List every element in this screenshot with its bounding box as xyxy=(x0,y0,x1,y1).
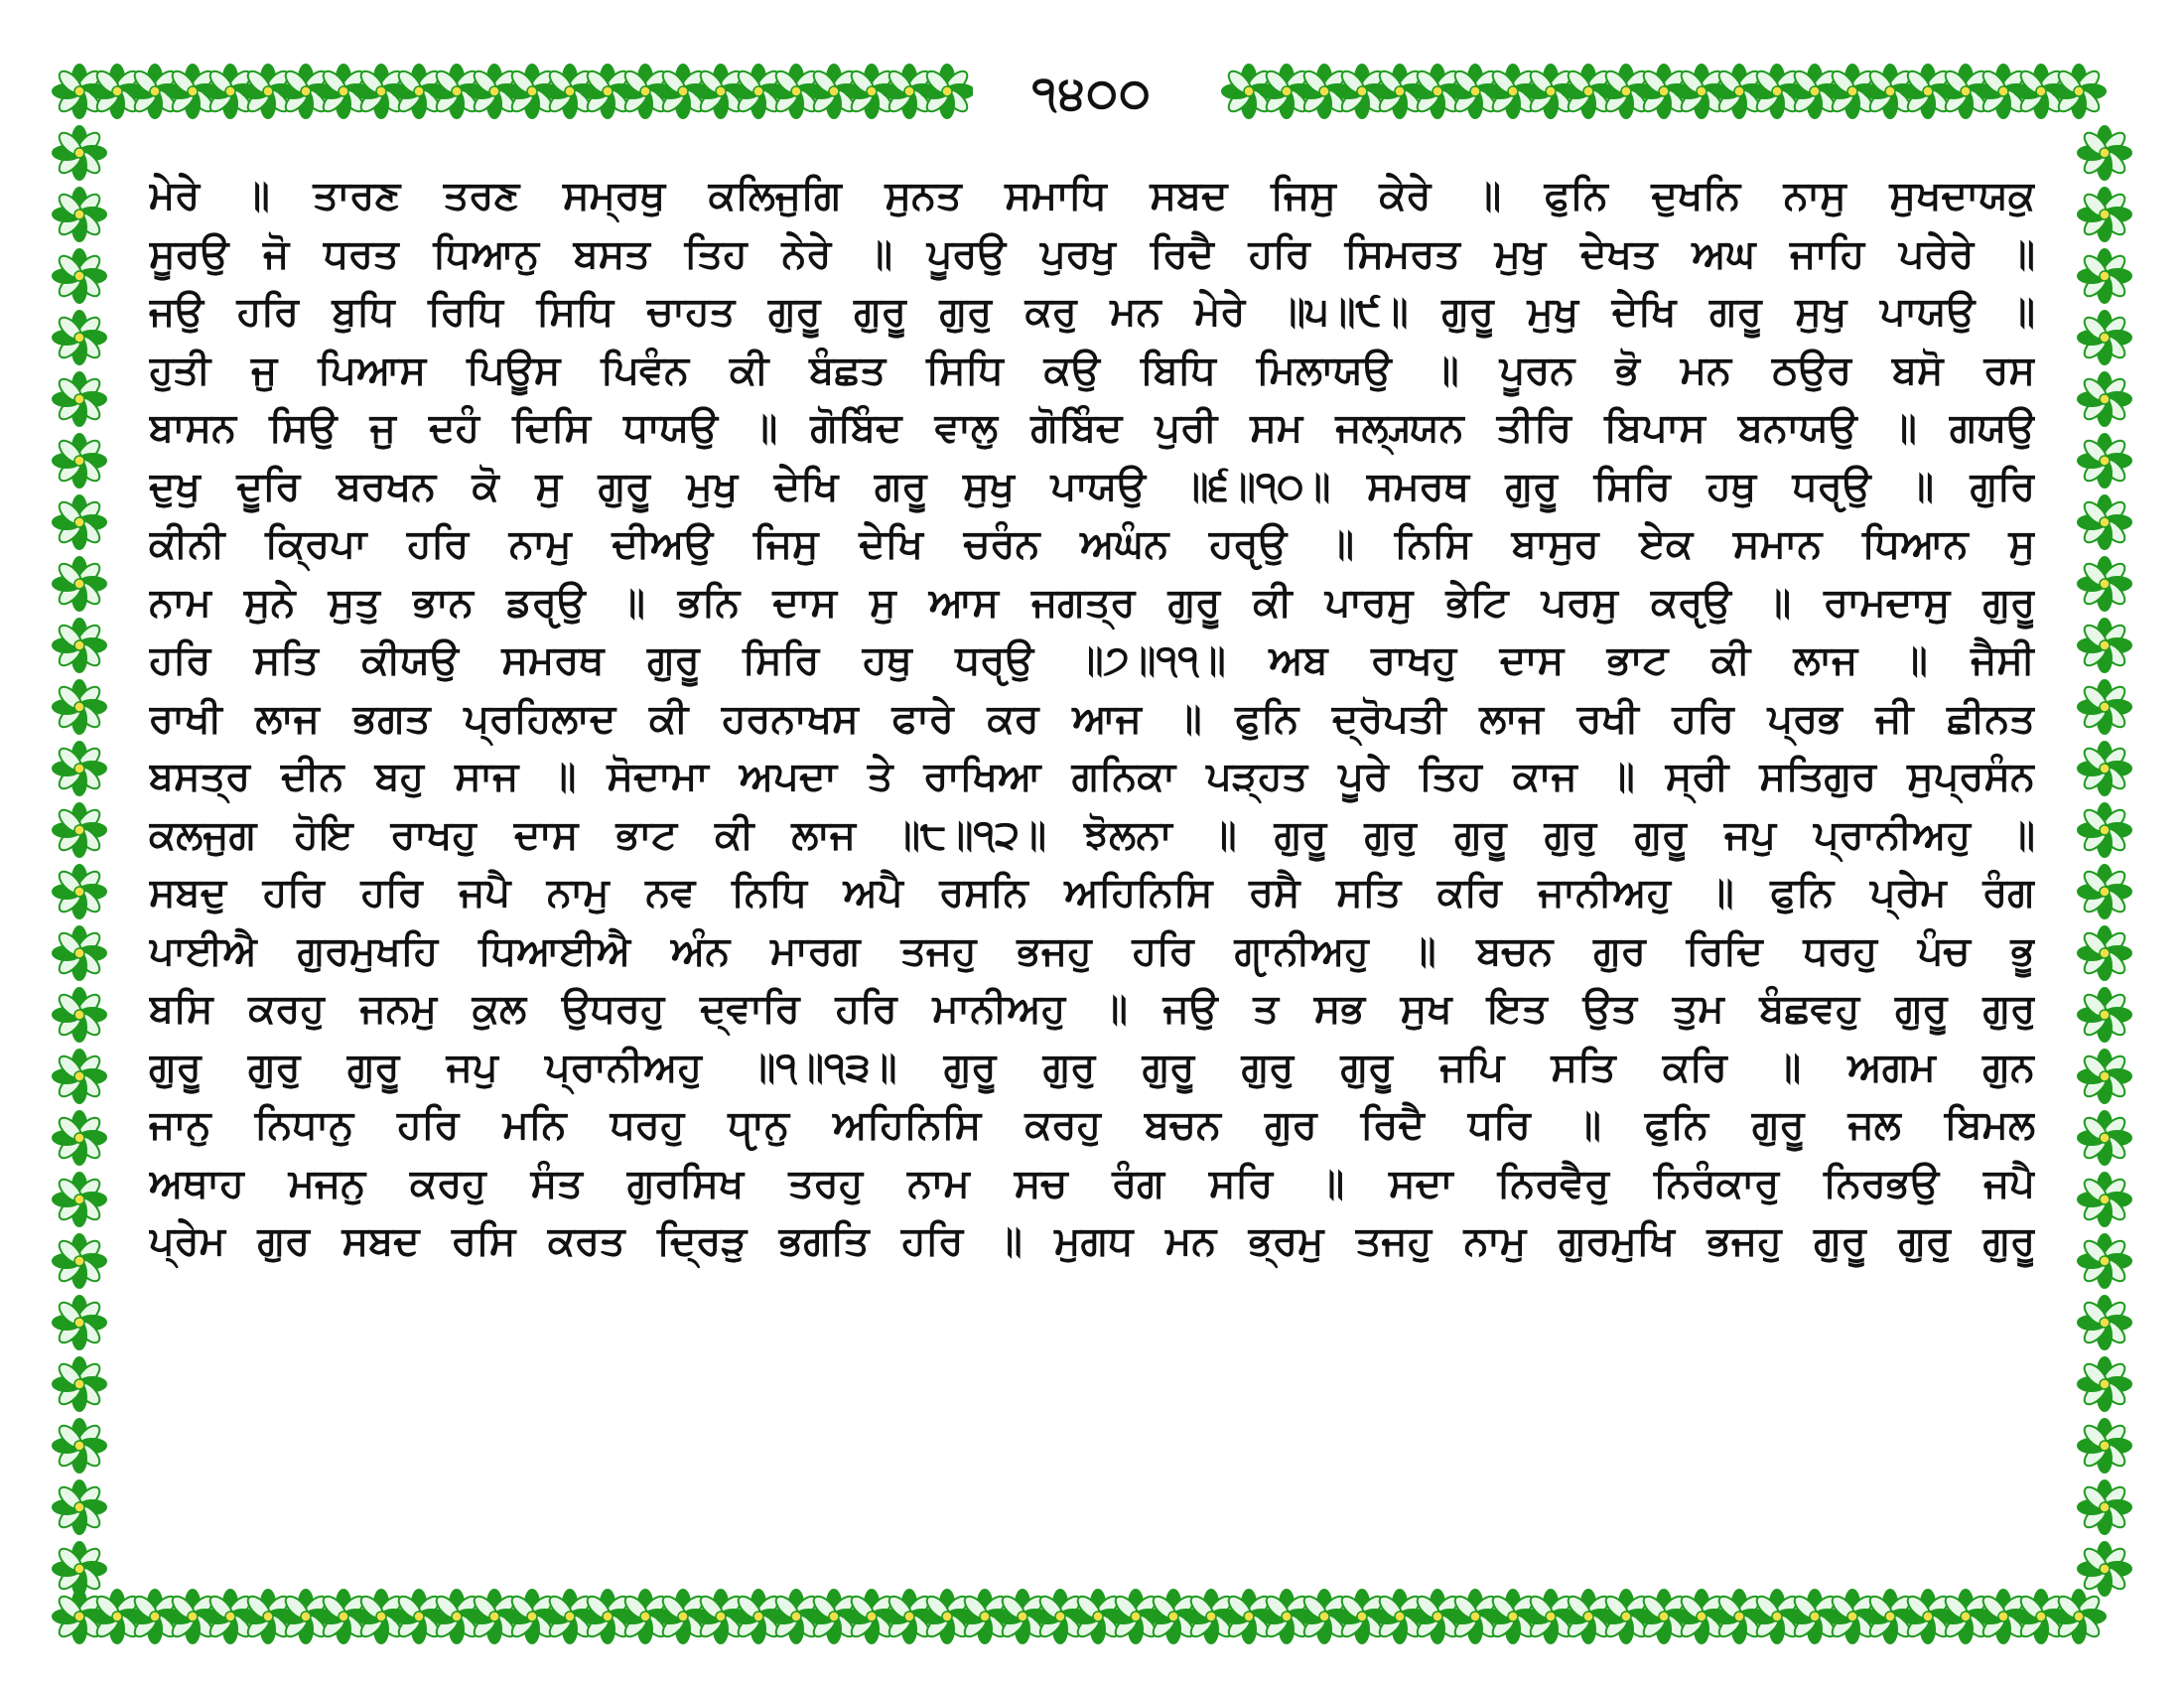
lotus-flower-icon xyxy=(2078,311,2131,364)
text-line: ਕਲਜੁਗ ਹੋਇ ਰਾਖਹੁ ਦਾਸ ਭਾਟ ਕੀ ਲਾਜ ॥੮॥੧੨॥ ਝੋਲਨਾ ॥ ਗੁਰੂ ਗੁਰੁ ਗੁਰੂ ਗੁਰੁ ਗੁਰੂ ਜਪੁ ਪ੍ਰਾਨੀਅਹੁ ॥ xyxy=(149,811,2035,858)
lotus-flower-icon xyxy=(2078,1050,2131,1103)
lotus-flower-icon xyxy=(920,65,974,118)
lotus-flower-icon xyxy=(2078,1357,2131,1411)
lotus-flower-icon xyxy=(53,865,106,918)
lotus-flower-icon xyxy=(2078,1542,2131,1596)
lotus-flower-icon xyxy=(2052,1590,2106,1643)
text-line: ਅਥਾਹ ਮਜਨੁ ਕਰਹੁ ਸੰਤ ਗੁਰਸਿਖ ਤਰਹੁ ਨਾਮ ਸਚ ਰੰਗ ਸਰਿ ॥ ਸਦਾ ਨਿਰਵੈਰੁ ਨਿਰੰਕਾਰੁ ਨਿਰਭਉ ਜਪੈ xyxy=(149,1160,2035,1206)
lotus-flower-icon xyxy=(2078,988,2131,1042)
text-line: ਸੂਰਉ ਜੋ ਧਰਤ ਧਿਆਨੁ ਬਸਤ ਤਿਹ ਨੇਰੇ ॥ ਪੂਰਉ ਪੁਰਖੁ ਰਿਦੈ ਹਰਿ ਸਿਮਰਤ ਮੁਖੁ ਦੇਖਤ ਅਘ ਜਾਹਿ ਪਰੇਰੇ ॥ xyxy=(149,230,2035,277)
lotus-flower-icon xyxy=(2078,1111,2131,1165)
lotus-flower-icon xyxy=(53,1542,106,1596)
lotus-flower-icon xyxy=(53,988,106,1042)
text-line: ਹਰਿ ਸਤਿ ਕੀਯਉ ਸਮਰਥ ਗੁਰੂ ਸਿਰਿ ਹਥੁ ਧਰੵਉ ॥੭॥੧੧॥ ਅਬ ਰਾਖਹੁ ਦਾਸ ਭਾਟ ਕੀ ਲਾਜ ॥ ਜੈਸੀ xyxy=(149,637,2035,683)
lotus-flower-icon xyxy=(53,1173,106,1226)
text-line: ਸਬਦੁ ਹਰਿ ਹਰਿ ਜਪੈ ਨਾਮੁ ਨਵ ਨਿਧਿ ਅਪੈ ਰਸਨਿ ਅਹਿਨਿਸਿ ਰਸੈ ਸਤਿ ਕਰਿ ਜਾਨੀਅਹੁ ॥ ਫੁਨਿ ਪ੍ਰੇਮ ਰੰਗ xyxy=(149,870,2035,915)
lotus-flower-icon xyxy=(53,803,106,857)
lotus-flower-icon xyxy=(2078,1296,2131,1349)
text-line: ਬਸਿ ਕਰਹੁ ਜਨਮੁ ਕੁਲ ਉਧਰਹੁ ਦ੍ਵਾਰਿ ਹਰਿ ਮਾਨੀਅਹੁ ॥ ਜਉ ਤ ਸਭ ਸੁਖ ਇਤ ਉਤ ਤੁਮ ਬੰਛਵਹੁ ਗੁਰੂ ਗੁਰੁ xyxy=(149,986,2035,1032)
lotus-flower-icon xyxy=(2078,1234,2131,1288)
lotus-flower-icon xyxy=(2078,495,2131,549)
text-line: ਮੇਰੇ ॥ ਤਾਰਣ ਤਰਣ ਸਮ੍ਰਥੁ ਕਲਿਜੁਗਿ ਸੁਨਤ ਸਮਾਧਿ ਸਬਦ ਜਿਸੁ ਕੇਰੇ ॥ ਫੁਨਿ ਦੁਖਨਿ ਨਾਸੁ ਸੁਖਦਾਯਕੁ xyxy=(149,173,2035,218)
text-line: ਬਸਤ੍ਰ ਦੀਨ ਬਹੁ ਸਾਜ ॥ ਸੋਦਾਮਾ ਅਪਦਾ ਤੇ ਰਾਖਿਆ ਗਨਿਕਾ ਪੜ੍ਹਤ ਪੂਰੇ ਤਿਹ ਕਾਜ ॥ ਸ੍ਰੀ ਸਤਿਗੁਰ ਸੁਪ੍ਰਸੰਨ xyxy=(149,754,2035,799)
lotus-flower-icon xyxy=(2078,1480,2131,1534)
text-line: ਰਾਖੀ ਲਾਜ ਭਗਤ ਪ੍ਰਹਿਲਾਦ ਕੀ ਹਰਨਾਖਸ ਫਾਰੇ ਕਰ ਆਜ ॥ ਫੁਨਿ ਦ੍ਰੋਪਤੀ ਲਾਜ ਰਖੀ ਹਰਿ ਪ੍ਰਭ ਜੀ ਛੀਨਤ xyxy=(149,695,2035,742)
text-line: ਪਾਈਐ ਗੁਰਮੁਖਹਿ ਧਿਆਈਐ ਅੰਨ ਮਾਰਗ ਤਜਹੁ ਭਜਹੁ ਹਰਿ ਗੵਾਨੀਅਹੁ ॥ ਬਚਨ ਗੁਰ ਰਿਦਿ ਧਰਹੁ ਪੰਚ ਭੂ xyxy=(149,927,2035,974)
lotus-flower-icon xyxy=(2078,926,2131,980)
lotus-flower-icon xyxy=(2078,557,2131,611)
lotus-flower-icon xyxy=(2078,803,2131,857)
lotus-flower-icon xyxy=(53,126,106,180)
lotus-flower-icon xyxy=(53,188,106,241)
lotus-flower-icon xyxy=(53,926,106,980)
text-line: ਜਉ ਹਰਿ ਬੁਧਿ ਰਿਧਿ ਸਿਧਿ ਚਾਹਤ ਗੁਰੂ ਗੁਰੂ ਗੁਰੁ ਕਰੁ ਮਨ ਮੇਰੇ ॥੫॥੯॥ ਗੁਰੂ ਮੁਖੁ ਦੇਖਿ ਗਰੂ ਸੁਖੁ ਪਾਯਉ ॥ xyxy=(149,289,2035,335)
lotus-flower-icon xyxy=(2078,126,2131,180)
lotus-flower-icon xyxy=(53,249,106,303)
page-number: ੧੪੦੦ xyxy=(973,58,1211,127)
lotus-flower-icon xyxy=(53,1296,106,1349)
text-line: ਨਾਮ ਸੁਨੇ ਸੁਤੁ ਭਾਨ ਡਰੵਉ ॥ ਭਨਿ ਦਾਸ ਸੁ ਆਸ ਜਗਤ੍ਰ ਗੁਰੂ ਕੀ ਪਾਰਸੁ ਭੇਟਿ ਪਰਸੁ ਕਰੵਉ ॥ ਰਾਮਦਾਸੁ ਗੁਰੂ xyxy=(149,579,2035,626)
lotus-flower-icon xyxy=(53,495,106,549)
lotus-flower-icon xyxy=(2078,1419,2131,1473)
lotus-flower-icon xyxy=(53,372,106,426)
text-line: ਹੁਤੀ ਜੁ ਪਿਆਸ ਪਿਊਸ ਪਿਵੰਨ ਕੀ ਬੰਛਤ ਸਿਧਿ ਕਉ ਬਿਧਿ ਮਿਲਾਯਉ ॥ ਪੂਰਨ ਭੋ ਮਨ ਠਉਰ ਬਸੋ ਰਸ xyxy=(149,347,2035,393)
gurbani-text xyxy=(149,167,2035,1271)
text-line: ਪ੍ਰੇਮ ਗੁਰ ਸਬਦ ਰਸਿ ਕਰਤ ਦ੍ਰਿੜੁ ਭਗਤਿ ਹਰਿ ॥ ਮੁਗਧ ਮਨ ਭ੍ਰਮੁ ਤਜਹੁ ਨਾਮੁ ਗੁਰਮੁਖਿ ਭਜਹੁ ਗੁਰੂ ਗੁਰੁ ਗੁਰੂ xyxy=(149,1218,2035,1264)
lotus-flower-icon xyxy=(53,1419,106,1473)
lotus-flower-icon xyxy=(2078,372,2131,426)
text-line: ਕੀਨੀ ਕ੍ਰਿਪਾ ਹਰਿ ਨਾਮੁ ਦੀਅਉ ਜਿਸੁ ਦੇਖਿ ਚਰੰਨ ਅਘੰਨ ਹਰੵਉ ॥ ਨਿਸਿ ਬਾਸੁਰ ਏਕ ਸਮਾਨ ਧਿਆਨ ਸੁ xyxy=(149,521,2035,567)
lotus-flower-icon xyxy=(53,1357,106,1411)
lotus-flower-icon xyxy=(53,742,106,795)
lotus-flower-icon xyxy=(53,1234,106,1288)
lotus-flower-icon xyxy=(2078,742,2131,795)
lotus-flower-icon xyxy=(2078,680,2131,734)
lotus-flower-icon xyxy=(53,680,106,734)
lotus-flower-icon xyxy=(53,1050,106,1103)
text-line: ਬਾਸਨ ਸਿਉ ਜੁ ਦਹੰ ਦਿਸਿ ਧਾਯਉ ॥ ਗੋਬਿੰਦ ਵਾਲੁ ਗੋਬਿੰਦ ਪੁਰੀ ਸਮ ਜਲ੍ਯ੍ਯਨ ਤੀਰਿ ਬਿਪਾਸ ਬਨਾਯਉ ॥ ਗਯਉ xyxy=(149,405,2035,451)
lotus-flower-icon xyxy=(53,1111,106,1165)
lotus-flower-icon xyxy=(53,1480,106,1534)
lotus-flower-icon xyxy=(2078,188,2131,241)
text-line: ਦੁਖੁ ਦੂਰਿ ਬਰਖਨ ਕੋ ਸੁ ਗੁਰੂ ਮੁਖੁ ਦੇਖਿ ਗਰੂ ਸੁਖੁ ਪਾਯਉ ॥੬॥੧੦॥ ਸਮਰਥ ਗੁਰੂ ਸਿਰਿ ਹਥੁ ਧਰੵਉ ॥ ਗੁਰਿ xyxy=(149,463,2035,509)
lotus-flower-icon xyxy=(2078,1173,2131,1226)
lotus-flower-icon xyxy=(2078,434,2131,488)
lotus-flower-icon xyxy=(2052,65,2106,118)
lotus-flower-icon xyxy=(2078,249,2131,303)
lotus-flower-icon xyxy=(53,557,106,611)
lotus-flower-icon xyxy=(2078,619,2131,672)
lotus-flower-icon xyxy=(53,434,106,488)
lotus-flower-icon xyxy=(53,311,106,364)
text-line: ਗੁਰੂ ਗੁਰੁ ਗੁਰੂ ਜਪੁ ਪ੍ਰਾਨੀਅਹੁ ॥੧॥੧੩॥ ਗੁਰੂ ਗੁਰੁ ਗੁਰੂ ਗੁਰੁ ਗੁਰੂ ਜਪਿ ਸਤਿ ਕਰਿ ॥ ਅਗਮ ਗੁਨ xyxy=(149,1044,2035,1090)
lotus-flower-icon xyxy=(53,619,106,672)
text-line: ਜਾਨੁ ਨਿਧਾਨੁ ਹਰਿ ਮਨਿ ਧਰਹੁ ਧੵਾਨੁ ਅਹਿਨਿਸਿ ਕਰਹੁ ਬਚਨ ਗੁਰ ਰਿਦੈ ਧਰਿ ॥ ਫੁਨਿ ਗੁਰੂ ਜਲ ਬਿਮਲ xyxy=(149,1102,2035,1148)
lotus-flower-icon xyxy=(2078,865,2131,918)
